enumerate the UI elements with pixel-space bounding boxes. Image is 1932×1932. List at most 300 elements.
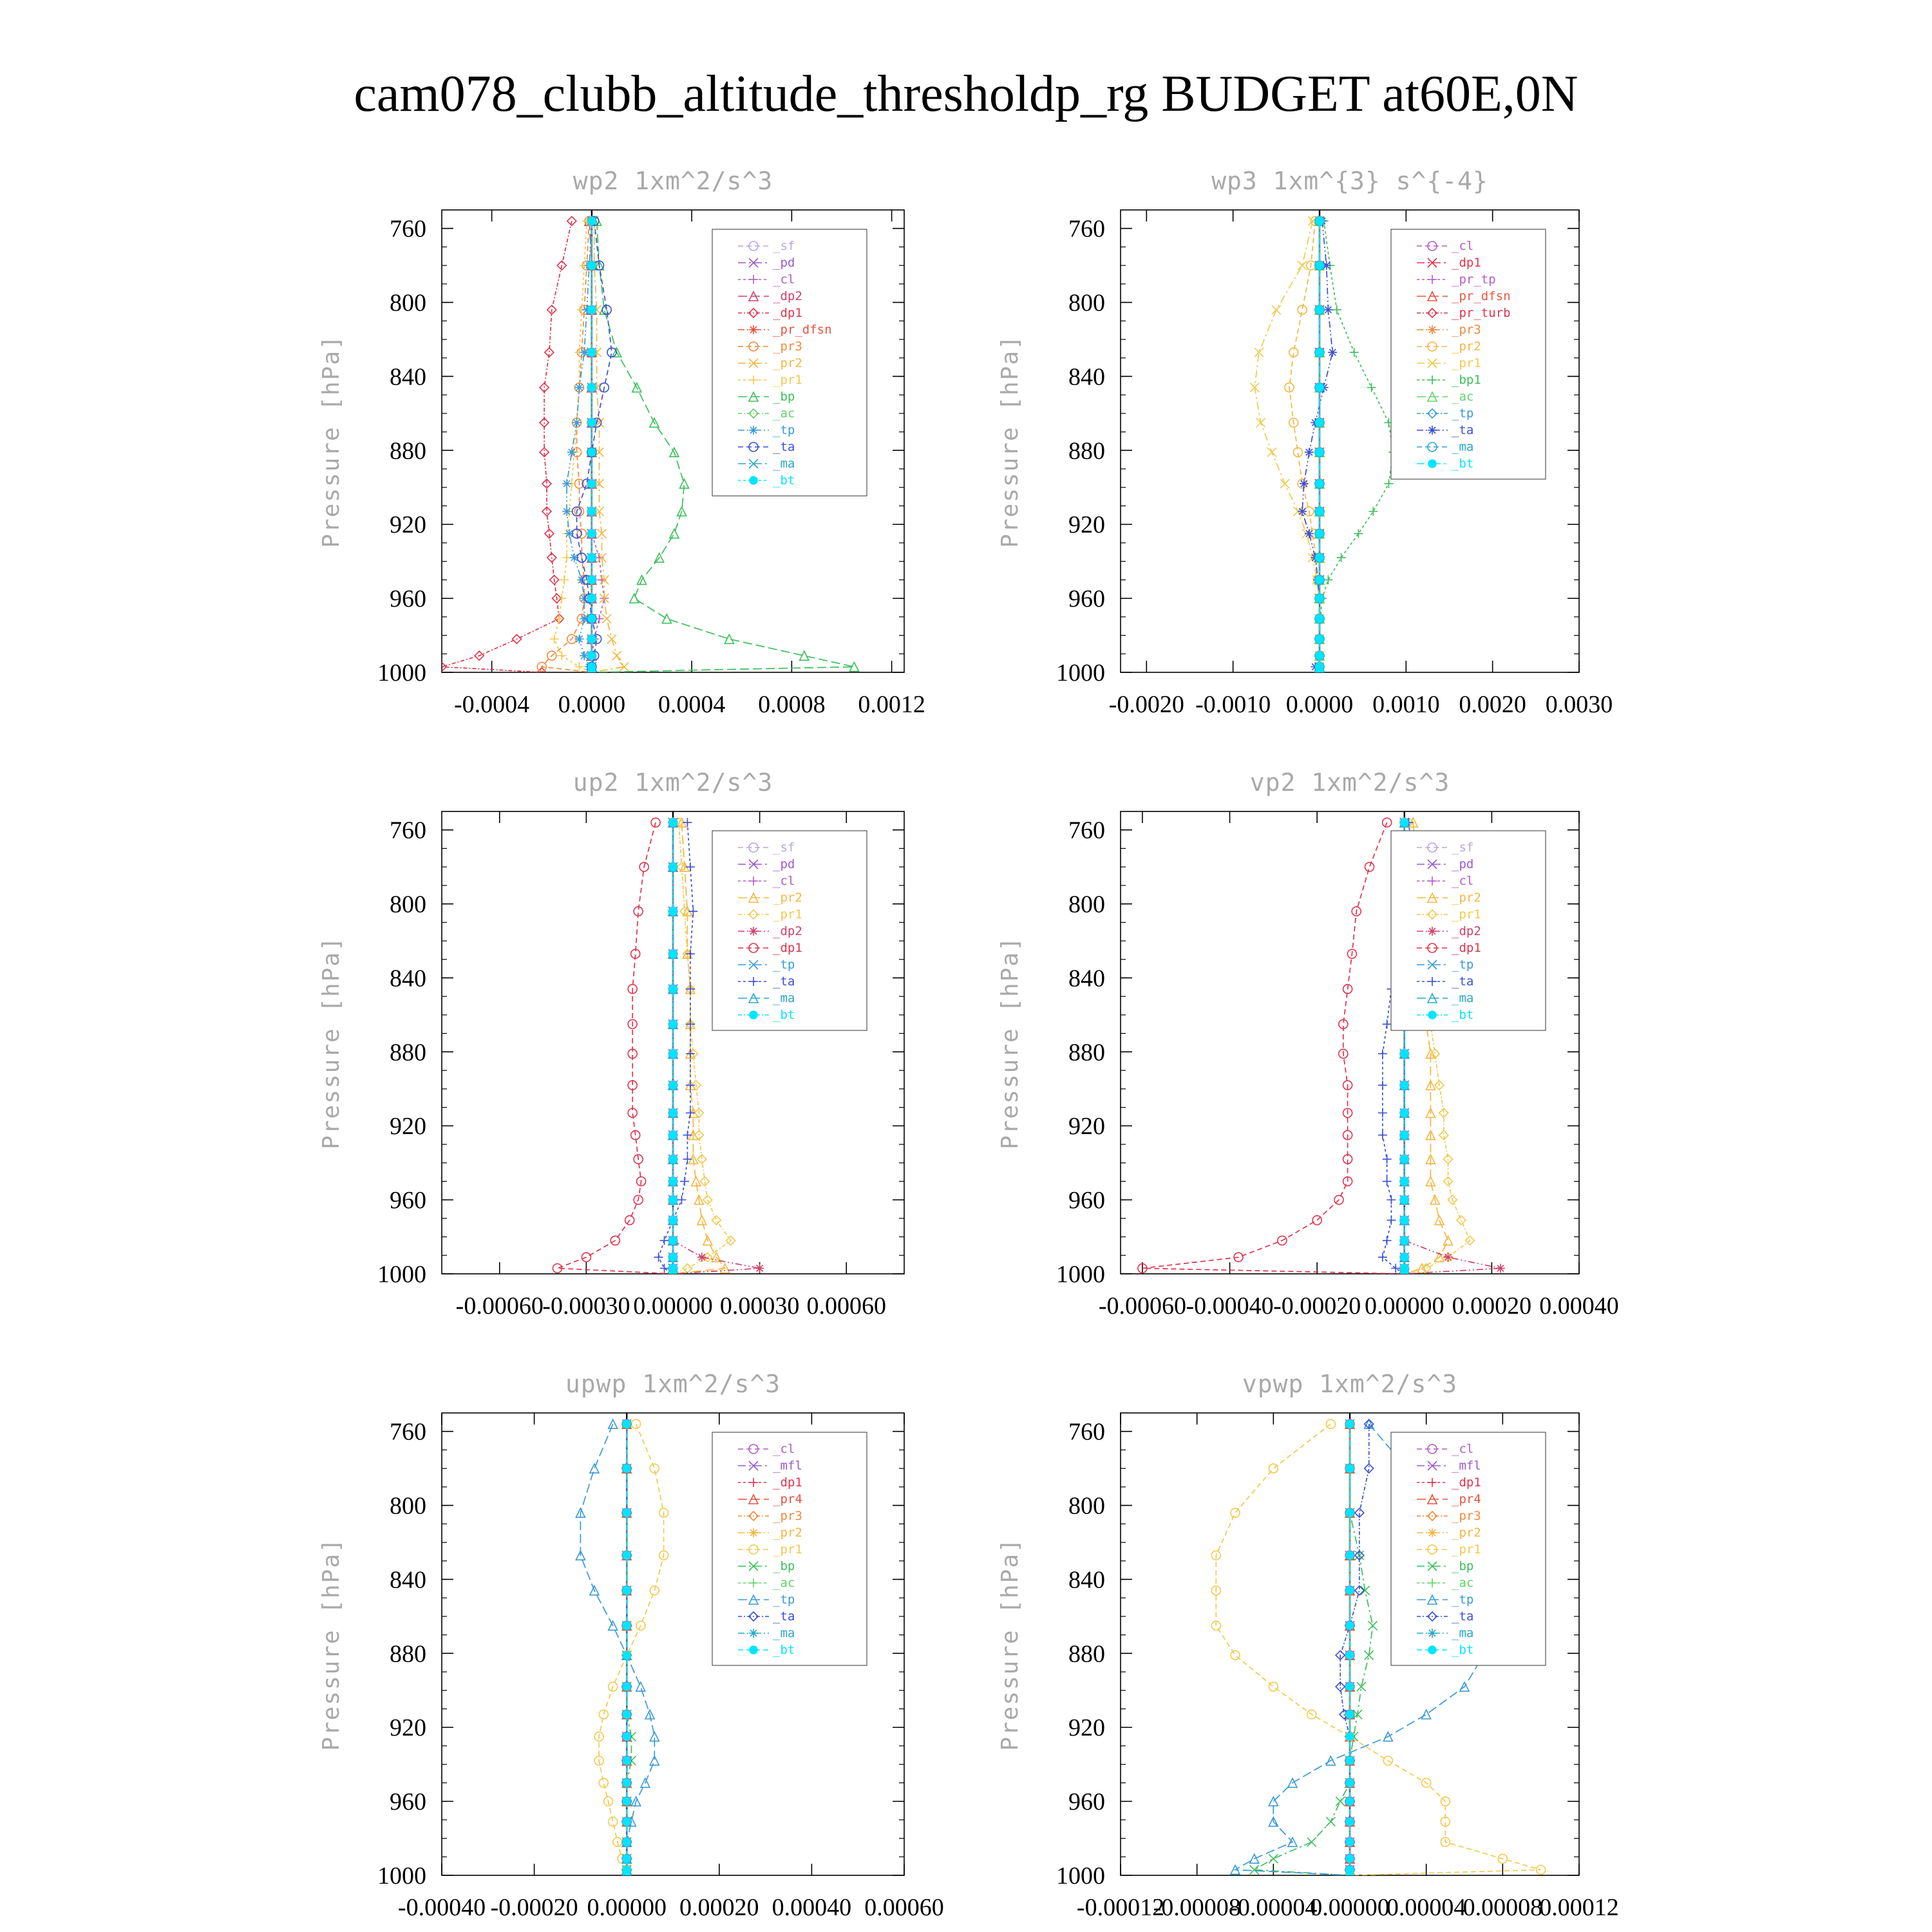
series-point_bp1 [1368, 507, 1378, 516]
series-line_tp [580, 1424, 654, 1875]
legend-label: _bt [773, 1008, 795, 1022]
series-line_bp1 [1320, 221, 1393, 672]
y-tick-label: 1000 [377, 1261, 426, 1288]
series-point_bt [588, 652, 596, 659]
legend-label: _pr3 [1452, 1509, 1481, 1523]
legend [712, 1432, 867, 1665]
legend-label: _bp [773, 390, 795, 404]
series-point_bt [669, 1050, 677, 1057]
legend-label: _tp [773, 423, 795, 437]
y-tick-label: 840 [390, 1566, 426, 1594]
series-point_bt [1316, 348, 1323, 356]
x-tick-label: -0.00004 [1229, 1894, 1318, 1921]
legend-label: _cl [1452, 239, 1474, 253]
legend-label: _bt [773, 473, 795, 488]
x-tick-label: 0.00000 [633, 1293, 713, 1320]
series-point_pr1 [650, 1464, 659, 1473]
series-point_bt [1401, 1217, 1408, 1224]
legend-label: _tp [1452, 958, 1474, 972]
series-point_bp1 [1367, 383, 1376, 392]
series-point_pr1 [560, 575, 569, 584]
x-tick-label: 0.00040 [1539, 1293, 1619, 1320]
series-point_ta [1328, 348, 1337, 357]
series-point_ta [660, 1236, 669, 1245]
series-point_bt [669, 819, 677, 826]
series-point_bt [588, 480, 596, 488]
legend-marker [1428, 325, 1437, 334]
legend-marker [749, 325, 758, 334]
series-point_bt [1316, 594, 1323, 602]
series-line_bp [1255, 1424, 1373, 1875]
series-line_dp1 [442, 221, 572, 672]
series-point_bt [1316, 554, 1323, 562]
series-point_pr2 [1444, 1236, 1453, 1245]
series-point_bp [630, 594, 639, 603]
series-point_bt [588, 668, 596, 676]
series-point_bt [623, 1587, 630, 1595]
series-point_ta [1383, 1019, 1392, 1028]
legend-label: _sf [773, 239, 795, 253]
series-point_ta [1298, 507, 1307, 516]
legend-label: _ta [773, 1609, 795, 1624]
series-point_pr1 [599, 1778, 608, 1787]
legend-label: _pr2 [1452, 339, 1481, 354]
y-tick-label: 760 [1068, 817, 1105, 844]
legend-label: _ma [773, 457, 795, 471]
legend-marker [750, 1646, 757, 1654]
series-point_bt [623, 1622, 630, 1629]
y-tick-label: 880 [390, 1640, 426, 1668]
series-point_pr1 [1298, 261, 1307, 270]
series-point_bt [1316, 615, 1323, 623]
legend-marker [1428, 1646, 1436, 1654]
legend-label: _ta [773, 440, 795, 454]
series-point_bt [1346, 1464, 1354, 1472]
series-point_pr1 [550, 634, 559, 643]
series-point_dp2 [1496, 1264, 1505, 1273]
series-point_bt [588, 348, 596, 356]
series-point_bp [662, 614, 671, 623]
legend-label: _ta [1452, 1609, 1474, 1624]
series-point_tp [1422, 1710, 1431, 1719]
series-point_ta [677, 1195, 686, 1204]
legend [712, 229, 867, 496]
legend-label: _pr3 [773, 1509, 802, 1523]
series-point_pr2 [697, 1216, 706, 1225]
series-point_bt [1401, 1155, 1408, 1163]
series-point_bp [1336, 1797, 1345, 1806]
y-tick-label: 880 [1068, 437, 1105, 465]
series-point_bt [623, 1757, 630, 1765]
series-point_bt [1316, 635, 1323, 643]
series-point_ta [686, 1081, 695, 1090]
legend-label: _pr2 [773, 356, 802, 370]
series-point_bt [623, 1464, 630, 1472]
series-point_bt [623, 1871, 630, 1879]
y-tick-label: 800 [1068, 891, 1105, 918]
series-point_pr1 [609, 1817, 618, 1826]
series-point_bt [1346, 1587, 1354, 1595]
series-point_ta [1383, 1177, 1392, 1186]
series-point_ta [1383, 1236, 1392, 1245]
series-line_pr1 [599, 1424, 664, 1875]
series-point_dp2 [1444, 1253, 1453, 1262]
series-point_bt [588, 507, 596, 515]
legend-label: _bp1 [1452, 373, 1481, 387]
series-point_bt [623, 1818, 630, 1826]
legend-label: _dp2 [1452, 924, 1481, 938]
series-point_bt [669, 1132, 677, 1139]
x-tick-label: -0.00040 [397, 1894, 486, 1921]
series-point_bt [1346, 1797, 1354, 1805]
x-tick-label: -0.0010 [1195, 691, 1271, 718]
series-point_bt [669, 985, 677, 993]
series-point_dp1 [1312, 1216, 1321, 1225]
series-line_tp [567, 221, 592, 672]
series-point_bt [1316, 448, 1323, 456]
series-point_bt [623, 1779, 630, 1786]
legend-label: _bp [1452, 1559, 1474, 1573]
x-tick-label: -0.00060 [1098, 1293, 1186, 1320]
series-point_ta [1383, 1155, 1392, 1164]
series-point_pr1 [712, 1216, 721, 1225]
y-tick-label: 800 [390, 891, 426, 918]
series-point_bp [1307, 1837, 1316, 1846]
series-point_bp1 [1337, 553, 1346, 562]
y-tick-label: 1000 [1056, 1862, 1105, 1889]
panel-title: vp2 1xm^2/s^3 [1249, 768, 1450, 797]
series-point_ta [1300, 479, 1309, 488]
x-tick-label: -0.00030 [542, 1293, 630, 1320]
legend-marker [1428, 927, 1437, 936]
legend-label: _dp1 [1452, 1475, 1481, 1490]
series-point_pr1 [1267, 448, 1276, 457]
legend-label: _mfl [773, 1459, 802, 1473]
x-tick-label: 0.00000 [587, 1894, 667, 1921]
series-point_bt [669, 1270, 677, 1278]
series-point_bt [588, 576, 596, 583]
series-point_ta [1378, 1108, 1387, 1117]
legend-label: _pd [773, 857, 795, 871]
legend-marker [1428, 426, 1437, 435]
x-tick-label: -0.00060 [455, 1293, 544, 1320]
series-point_bp [800, 651, 809, 660]
legend-label: _pr4 [773, 1492, 802, 1506]
y-tick-label: 840 [1068, 1566, 1105, 1594]
panels [318, 167, 1619, 1921]
y-tick-label: 880 [390, 437, 426, 465]
series-point_bt [1401, 1270, 1408, 1278]
legend-marker [1428, 1011, 1436, 1019]
panel-vpwp [997, 1370, 1619, 1921]
series-point_pr1 [554, 614, 564, 623]
legend-label: _pr_dfsn [773, 323, 832, 337]
series-point_bt [669, 1236, 677, 1244]
y-tick-label: 920 [1068, 511, 1105, 539]
x-tick-label: -0.00020 [1273, 1293, 1361, 1320]
legend-label: _ac [773, 406, 795, 421]
legend-marker [1428, 1629, 1437, 1638]
x-tick-label: 0.00040 [772, 1894, 852, 1921]
series-point_ta [1387, 1195, 1396, 1204]
series-point_bt [1346, 1651, 1354, 1659]
series-point_bt [1401, 1132, 1408, 1139]
y-axis-label: Pressure [hPa] [318, 334, 345, 548]
x-tick-label: 0.0000 [558, 691, 626, 718]
legend-label: _tp [1452, 1593, 1474, 1607]
series-point_ta [1378, 1081, 1387, 1090]
legend-label: _bt [773, 1643, 795, 1657]
series-point_bt [588, 217, 596, 225]
series-line_pr2 [1289, 221, 1320, 672]
series-line_pr2 [592, 221, 624, 672]
series-point_bt [1316, 507, 1323, 515]
legend-label: _tp [1452, 406, 1474, 421]
series-point_pr1 [1280, 479, 1289, 488]
legend-label: _pr1 [773, 907, 802, 922]
series-point_bt [1346, 1683, 1354, 1690]
series-point_bt [1401, 1177, 1408, 1185]
series-point_bt [1316, 668, 1323, 676]
y-tick-label: 1000 [377, 1862, 426, 1889]
series-point_ta [1378, 1049, 1387, 1058]
series-point_tp [562, 479, 571, 488]
series-point_bt [1401, 1196, 1408, 1204]
series-point_bt [1346, 1871, 1354, 1879]
legend-label: _pr1 [1452, 1542, 1481, 1557]
legend-label: _pr2 [1452, 891, 1481, 905]
series-point_bt [1316, 419, 1323, 426]
series-point_tp [567, 448, 576, 457]
y-tick-label: 960 [1068, 1788, 1105, 1816]
y-tick-label: 800 [390, 289, 426, 317]
series-point_bp [724, 634, 734, 643]
panel-up2 [318, 768, 904, 1320]
series-point_bt [1401, 1236, 1408, 1244]
series-point_bt [1316, 384, 1323, 392]
y-tick-label: 960 [1068, 1187, 1105, 1215]
series-point_bt [588, 635, 596, 643]
y-tick-label: 1000 [1056, 659, 1105, 687]
x-tick-label: -0.0020 [1108, 691, 1184, 718]
y-tick-label: 960 [390, 1187, 426, 1215]
series-point_bt [1316, 530, 1323, 538]
legend-label: _dp2 [773, 289, 802, 303]
series-point_tp [573, 418, 582, 427]
y-tick-label: 1000 [1056, 1261, 1105, 1288]
y-tick-label: 760 [390, 1418, 426, 1446]
x-tick-label: 0.00060 [806, 1293, 886, 1320]
legend-label: _ma [1452, 440, 1474, 454]
series-point_bt [623, 1551, 630, 1559]
y-tick-label: 920 [1068, 1113, 1105, 1141]
series-point_bt [1401, 1109, 1408, 1117]
legend-label: _pr_dfsn [1452, 289, 1511, 303]
series-layer [576, 1419, 668, 1880]
series-point_bt [588, 594, 596, 602]
legend-marker [749, 927, 758, 936]
series-point_bt [1346, 1509, 1354, 1517]
legend-marker [749, 1629, 758, 1638]
legend-label: _cl [1452, 1442, 1474, 1456]
legend-label: _tp [773, 1593, 795, 1607]
series-point_pr1 [1256, 418, 1265, 427]
series-point_bt [669, 1081, 677, 1089]
legend-label: _ta [773, 974, 795, 989]
y-tick-label: 920 [390, 1714, 426, 1742]
legend [1391, 1432, 1546, 1665]
legend-label: _dp1 [773, 941, 802, 955]
series-point_bt [669, 907, 677, 915]
series-point_ta [1305, 529, 1314, 538]
y-axis-label: Pressure [hPa] [997, 936, 1023, 1150]
series-point_pr1 [1269, 1464, 1278, 1473]
series-point_bt [1346, 1420, 1354, 1428]
y-tick-label: 880 [390, 1039, 426, 1066]
y-tick-label: 880 [1068, 1039, 1105, 1066]
y-tick-label: 880 [1068, 1640, 1105, 1668]
legend-label: _bp [773, 1559, 795, 1573]
series-point_ta [686, 862, 695, 871]
series-line_dp1 [1142, 822, 1405, 1274]
x-tick-label: -0.00012 [1076, 1894, 1165, 1921]
legend-label: _cl [773, 1442, 795, 1456]
legend-label: _dp1 [773, 1475, 802, 1490]
series-point_bp1 [1384, 479, 1393, 488]
y-tick-label: 800 [390, 1492, 426, 1520]
panel-title: vpwp 1xm^2/s^3 [1242, 1370, 1458, 1398]
series-point_bt [669, 1217, 677, 1224]
series-point_bt [588, 615, 596, 623]
legend-label: _bt [1452, 1643, 1474, 1657]
series-point_bt [1316, 217, 1323, 225]
legend-label: _pr3 [1452, 323, 1481, 337]
legend-label: _dp1 [1452, 256, 1481, 270]
series-line_pr1 [1255, 221, 1320, 672]
y-tick-label: 840 [1068, 363, 1105, 391]
legend-label: _ta [1452, 423, 1474, 437]
y-tick-label: 760 [1068, 215, 1105, 243]
series-point_tp [636, 1682, 645, 1691]
y-axis-label: Pressure [hPa] [318, 1537, 345, 1751]
series-point_bt [588, 448, 596, 456]
series-point_bt [1346, 1622, 1354, 1629]
series-layer [1250, 216, 1397, 677]
series-point_ta [1323, 305, 1332, 314]
legend-label: _dp1 [773, 306, 802, 320]
legend-label: _pr4 [1452, 1492, 1481, 1506]
legend-label: _cl [1452, 874, 1474, 888]
legend [1391, 229, 1546, 479]
series-point_tp [574, 383, 583, 392]
series-point_bt [1316, 306, 1323, 314]
x-tick-label: 0.0010 [1372, 691, 1440, 718]
series-point_bt [623, 1710, 630, 1718]
legend-marker [1428, 460, 1436, 468]
legend-label: _pr_turb [1452, 306, 1511, 320]
series-point_bt [623, 1855, 630, 1862]
series-point_ta [686, 985, 695, 994]
series-point_ta [686, 1019, 695, 1028]
x-tick-label: -0.0004 [454, 691, 530, 718]
series-point_bt [669, 863, 677, 871]
legend-label: _cl [773, 272, 795, 287]
series-point_bt [623, 1838, 630, 1846]
panel-wp2 [318, 167, 925, 718]
series-point_bt [1346, 1818, 1354, 1826]
series-point_bt [1346, 1757, 1354, 1765]
series-point_bt [623, 1509, 630, 1517]
series-point_ta [683, 1131, 692, 1140]
series-point_pr1 [1231, 1651, 1240, 1660]
panel-upwp [318, 1370, 944, 1921]
x-tick-label: 0.00020 [679, 1894, 759, 1921]
legend [1391, 831, 1546, 1030]
series-point_bp1 [1354, 529, 1363, 538]
series-point_bt [1316, 480, 1323, 488]
legend-label: _pr2 [773, 891, 802, 905]
series-point_bp1 [1323, 575, 1332, 584]
y-tick-label: 840 [390, 363, 426, 391]
panel-title: upwp 1xm^2/s^3 [565, 1370, 781, 1398]
series-point_bp [670, 529, 679, 538]
x-tick-label: 0.00030 [719, 1293, 800, 1320]
series-point_bt [623, 1651, 630, 1659]
series-point_ta [1378, 1131, 1387, 1140]
legend-label: _ac [1452, 1576, 1474, 1590]
series-point_ta [1391, 1264, 1400, 1273]
legend-label: _ma [773, 991, 795, 1005]
series-point_bp [1368, 1621, 1378, 1630]
series-point_bt [1401, 819, 1408, 826]
series-point_pr1 [1231, 1508, 1240, 1517]
series-point_bp [1269, 1854, 1278, 1863]
legend-label: _ma [1452, 1626, 1474, 1640]
series-point_ta [1387, 1216, 1396, 1225]
legend-label: _dp1 [1452, 941, 1481, 955]
legend-marker [750, 1011, 757, 1019]
legend-label: _pr1 [773, 373, 802, 387]
series-line_ta [577, 221, 612, 672]
figure-title: cam078_clubb_altitude_thresholdp_rg BUDGET at60E,0N [354, 66, 1578, 122]
legend-label: _pr1 [1452, 356, 1481, 370]
series-point_ta [1305, 448, 1314, 457]
legend-label: _pd [1452, 857, 1474, 871]
y-tick-label: 960 [390, 585, 426, 613]
y-tick-label: 800 [1068, 289, 1105, 317]
legend-marker [750, 477, 757, 484]
panel-title: wp2 1xm^2/s^3 [573, 167, 773, 195]
legend-label: _ma [1452, 991, 1474, 1005]
legend-label: _sf [1452, 840, 1474, 855]
legend-label: _pr2 [773, 1526, 802, 1540]
legend-label: _dp2 [773, 924, 802, 938]
panel-vp2 [997, 768, 1619, 1320]
series-point_bp1 [1350, 348, 1359, 357]
y-tick-label: 800 [1068, 1492, 1105, 1520]
series-point_ta [654, 1253, 663, 1262]
x-tick-label: 0.00020 [1452, 1293, 1532, 1320]
series-point_bt [623, 1797, 630, 1805]
series-point_bp [1326, 1817, 1335, 1826]
series-point_ta [1365, 1464, 1374, 1473]
legend-label: _bt [1452, 1008, 1474, 1022]
series-point_bt [1346, 1710, 1354, 1718]
legend-label: _pr3 [773, 339, 802, 354]
panel-wp3 [997, 167, 1613, 718]
x-tick-label: 0.00000 [1310, 1894, 1390, 1921]
x-tick-label: 0.0004 [658, 691, 726, 718]
